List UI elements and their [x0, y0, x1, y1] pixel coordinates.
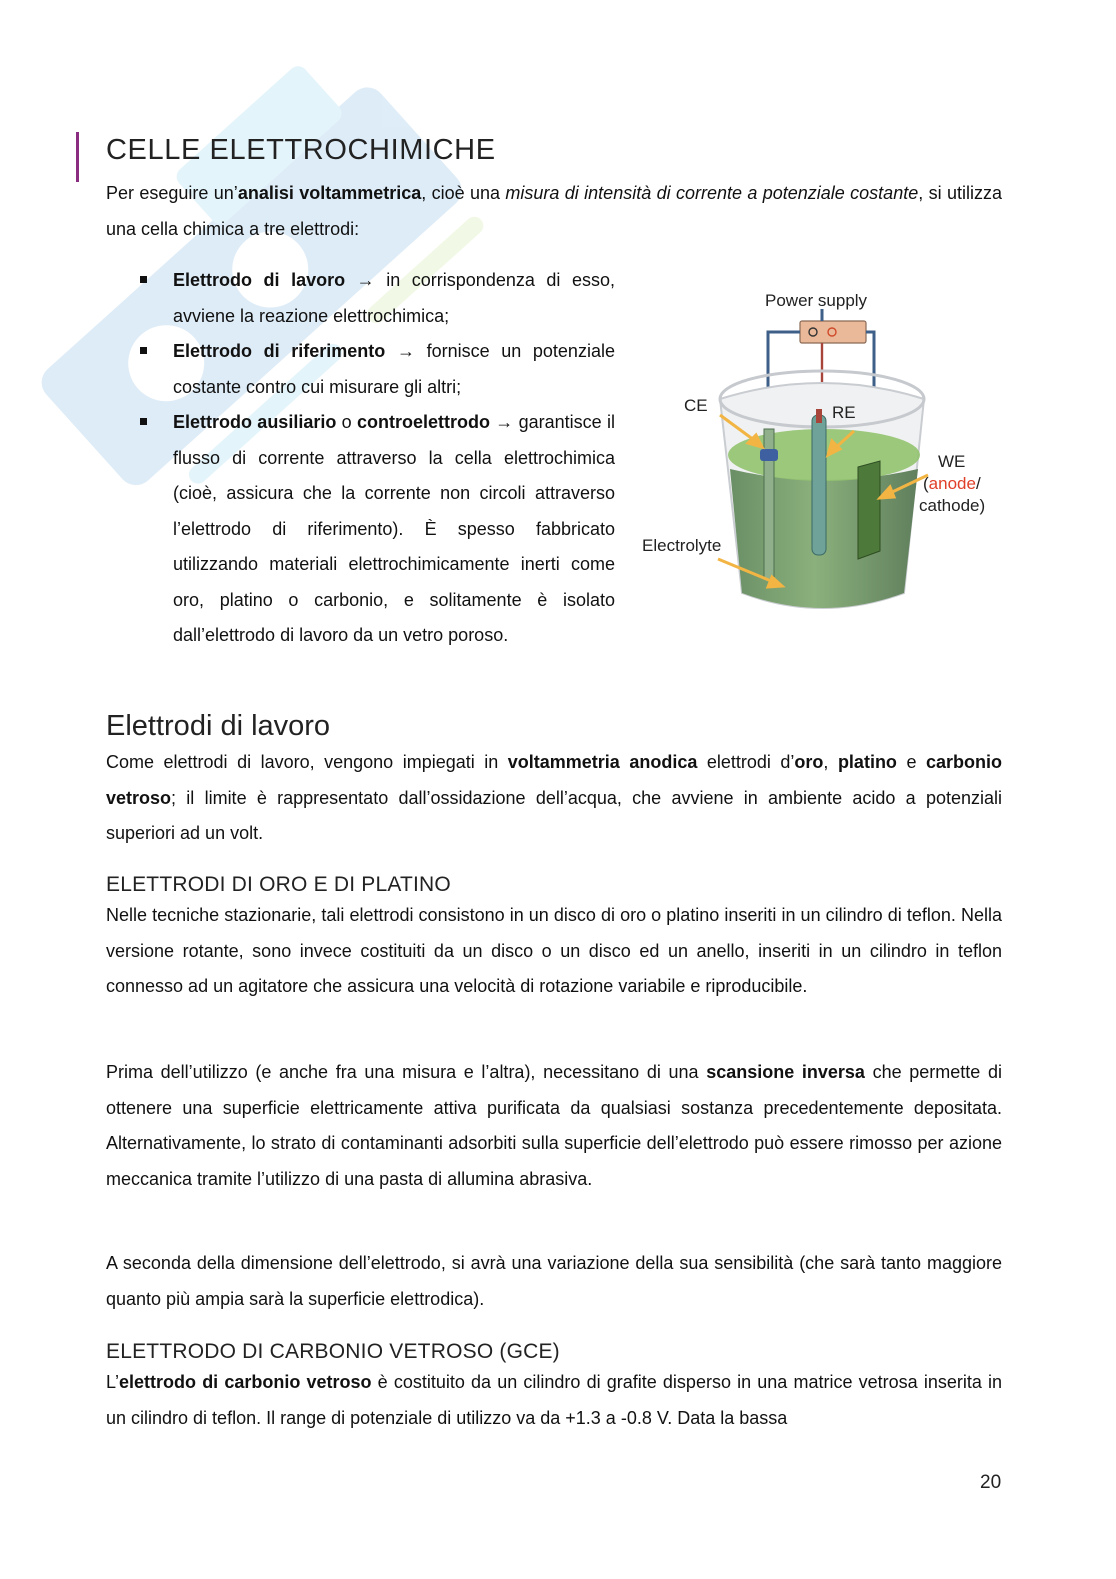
ce-label: CE [684, 396, 708, 415]
heading-elettrodi-di-lavoro: Elettrodi di lavoro [106, 710, 331, 742]
bullet-square-icon [140, 418, 147, 425]
heading-carbonio-vetroso: ELETTRODO DI CARBONIO VETROSO (GCE) [106, 1340, 560, 1363]
re-label: RE [832, 403, 856, 422]
power-supply-label: Power supply [765, 291, 868, 310]
cathode-label: cathode) [919, 496, 986, 515]
heading-accent-bar [76, 132, 79, 182]
paragraph-prima-utilizzo: Prima dell’utilizzo (e anche fra una misura e l’altra), necessitano di una scansione inversa che permette di ottenere una superficie elettricamente attiva purificata da qualsiasi sostanza precedentemente depositata. Alternativamente, lo strato di contaminanti adsorbiti sulla superficie dell’elettrodo può essere rimosso per azione meccanica tramite l’utilizzo di una pasta di allumina abrasiva. [106, 1062, 1002, 1189]
power-supply-box [800, 321, 866, 343]
paragraph-gce: L’elettrodo di carbonio vetroso è costituito da un cilindro di grafite disperso in una matrice vetrosa inserita in un cilindro di teflon. Il range di potenziale di utilizzo va da +1.3 a -0.8 V. Data la bassa [106, 1372, 1003, 1428]
we-label: WE [938, 452, 966, 471]
bullet-square-icon [140, 276, 147, 283]
intro-paragraph: Per eseguire un’analisi voltammetrica, cioè una misura di intensità di corrente a potenziale costante, si utilizza una cella chimica a tre elettrodi: [106, 183, 1002, 239]
paragraph-lavoro: Come elettrodi di lavoro, vengono impiegati in voltammetria anodica elettrodi d’oro, platino e carbonio vetroso; il limite è rappresentato dall’ossidazione dell’acqua, che avviene in ambiente acido a potenziali superiori ad un volt. [106, 752, 1002, 843]
heading-oro-platino: ELETTRODI DI ORO E DI PLATINO [106, 873, 451, 896]
arrow-icon: → [356, 270, 375, 290]
reference-electrode [812, 415, 826, 555]
electrochemical-cell-figure [636, 283, 1008, 623]
anode-cathode-label: (anode/ [923, 474, 981, 493]
electrolyte-label: Electrolyte [642, 536, 722, 555]
paragraph-dimensione: A seconda della dimensione dell’elettrodo, si avrà una variazione della sua sensibilità (che sarà tanto maggiore quanto più ampia sarà la superficie elettrodica). [106, 1253, 1002, 1309]
arrow-icon: → [396, 341, 415, 361]
page-number: 20 [980, 1472, 1002, 1493]
list-item: Elettrodo ausiliario o controelettrodo → garantisce il flusso di corrente attraverso la cella elettrochimica (cioè, assicura che la corrente non circoli attraverso l’elettrodo di riferimento). È spesso fabbricato utilizzando materiali elettrochimicamente inerti come oro, platino o carbonio, e solitamente è isolato dall’elettrodo di lavoro da un vetro poroso. [140, 405, 615, 654]
section-title: CELLE ELETTROCHIMICHE [106, 134, 496, 166]
bullet-square-icon [140, 347, 147, 354]
electrode-list [140, 263, 615, 654]
counter-electrode-frit [760, 449, 778, 461]
reference-wire [816, 409, 822, 423]
working-electrode [858, 461, 880, 559]
list-item: Elettrodo di riferimento → fornisce un potenziale costante contro cui misurare gli altri; [140, 334, 615, 405]
paragraph-oro-platino: Nelle tecniche stazionarie, tali elettrodi consistono in un disco di oro o platino inseriti in un cilindro di teflon. Nella versione rotante, sono invece costituiti da un disco o un disco ed un anello, inseriti in un cilindro in teflon connesso ad un agitatore che assicura una velocità di rotazione variabile e riproducibile. [106, 905, 1002, 996]
list-item: Elettrodo di lavoro → in corrispondenza di esso, avviene la reazione elettrochimica; [140, 263, 615, 334]
arrow-icon: → [495, 412, 514, 432]
